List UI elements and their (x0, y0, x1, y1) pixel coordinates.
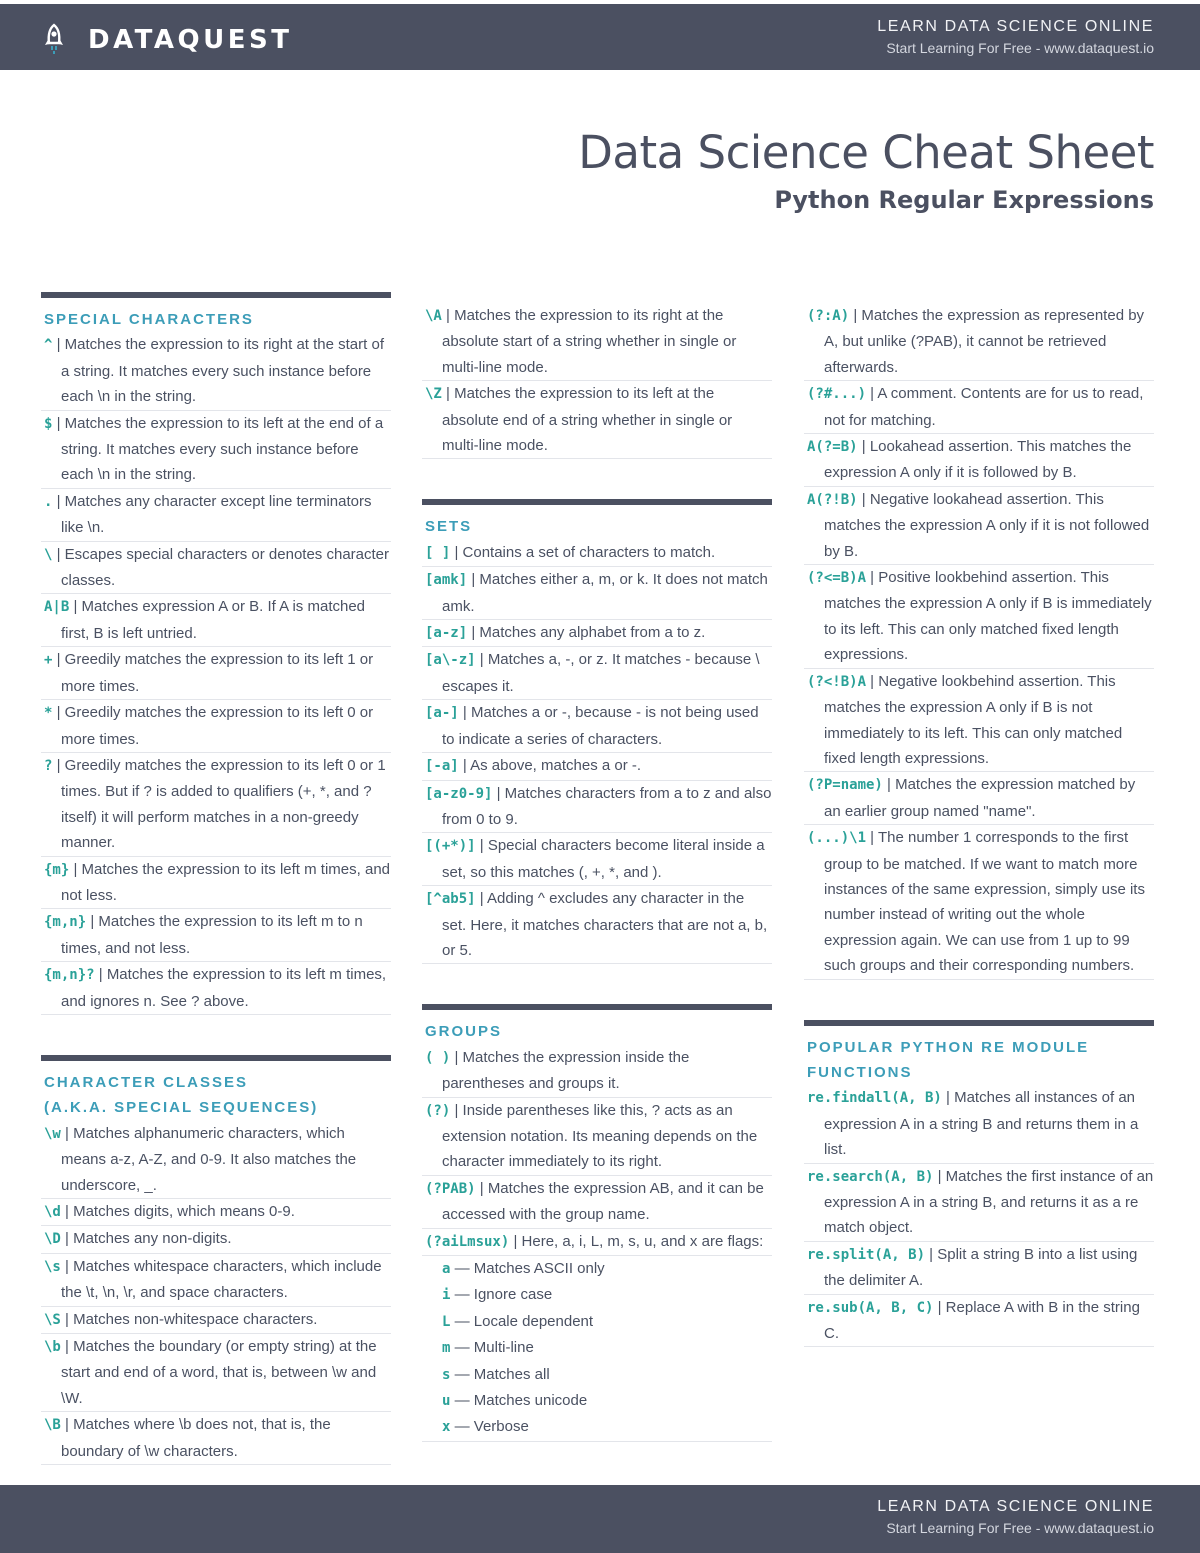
section-character-classes (41, 1055, 391, 1465)
cheat-entry: * | Greedily matches the expression to its left 0 or more times. (41, 700, 391, 753)
cheat-entry: [amk] | Matches either a, m, or k. It does not match amk. (422, 567, 772, 620)
entry-list (422, 540, 772, 965)
entry-description: Greedily matches the expression to its left 1 or more times. (61, 651, 374, 695)
cheat-entry: re.sub(A, B, C) | Replace A with B in the string C. (804, 1295, 1154, 1348)
footer-tagline[interactable] (877, 1498, 1154, 1536)
entry-description: Here, a, i, L, m, s, u, and x are flags: (521, 1232, 764, 1250)
entry-description: Matches the expression to its left at the end of a string. It matches every such instance before each \n in the string. (61, 414, 384, 484)
entry-description: Matches expression A or B. If A is matched first, B is left untried. (61, 598, 366, 642)
entry-token: \D (44, 1231, 61, 1248)
cheat-entry: A(?!B) | Negative lookahead assertion. This matches the expression A only if it is not followed by B. (804, 487, 1154, 565)
entry-token: \ (44, 546, 53, 563)
cheat-entry: (?aiLmsux) | Here, a, i, L, m, s, u, and x are flags: (422, 1229, 772, 1256)
section-title: POPULAR PYTHON RE MODULE (807, 1038, 1090, 1056)
entry-token: (?<!B)A (807, 673, 867, 690)
entry-description: Matches the expression to its right at the absolute start of a string whether in single or multi-line mode. (442, 307, 737, 376)
entry-description: As above, matches a or -. (470, 757, 642, 775)
entry-token: [a-z0-9] (425, 785, 493, 802)
entry-token: \w (44, 1125, 61, 1142)
entry-description: Matches the expression AB, and it can be accessed with the group name. (442, 1179, 764, 1224)
cheat-entry: (?:A) | Matches the expression as represented by A, but unlike (?PAB), it cannot be retrieved afterwards. (804, 303, 1154, 381)
entry-token: [a-z] (425, 625, 468, 642)
section-sets (422, 499, 772, 964)
entry-token: \d (44, 1204, 61, 1220)
flag-item: L — Locale dependent (442, 1312, 594, 1330)
entry-description: Matches any alphabet from a to z. (479, 624, 706, 642)
cheat-entry: \Z | Matches the expression to its left at the absolute end of a string whether in single or multi-line mode. (422, 381, 772, 459)
entry-description: Negative lookahead assertion. This matches the expression A only if it is not followed by B. (824, 490, 1150, 560)
cheat-entry: \b | Matches the boundary (or empty string) at the start and end of a word, that is, between \w and \W. (41, 1334, 391, 1412)
flag-description: Matches ASCII only (473, 1260, 605, 1277)
cheat-entry: [a-z0-9] | Matches characters from a to z and also from 0 to 9. (422, 781, 772, 834)
entry-token: * (44, 705, 53, 722)
flag-key: u (442, 1393, 451, 1410)
flag-item: x — Verbose (422, 1414, 772, 1441)
flag-description: Matches unicode (473, 1392, 588, 1410)
entry-list (41, 332, 391, 1015)
cheat-entry: (?<=B)A | Positive lookbehind assertion. This matches the expression A only if B is immediately to its left. This can only matched fixed length expressions. (804, 565, 1154, 669)
entry-token: {m} (44, 861, 70, 878)
entry-list (41, 1121, 391, 1465)
cheat-entry: ? | Greedily matches the expression to its left 0 or 1 times. But if ? is added to qualifiers (+, *, and ? itself) it will perform matches in a non-greedy manner. (41, 753, 391, 857)
entry-token: . (44, 493, 53, 510)
entry-description: Matches the expression inside the parentheses and groups it. (442, 1048, 690, 1093)
entry-token: (?:A) (807, 308, 850, 324)
entry-token: [a-] (425, 705, 459, 722)
entry-token: (?#...) (807, 386, 867, 403)
entry-token: ? (44, 757, 53, 774)
entry-description: Matches the expression as represented by A, but unlike (?PAB), it cannot be retrieved afterwards. (824, 307, 1145, 376)
cheat-entry: [(+*)] | Special characters become literal inside a set, so this matches (, +, *, and ). (422, 833, 772, 886)
flag-item: s — Matches all (442, 1365, 550, 1383)
entry-description: Matches digits, which means 0-9. (73, 1203, 295, 1220)
entry-token: \b (44, 1339, 61, 1356)
cheat-entry: {m,n}? | Matches the expression to its left m times, and ignores n. See ? above. (41, 962, 391, 1015)
footer-tagline-title: LEARN DATA SCIENCE ONLINE (877, 1498, 1154, 1515)
entry-description: Matches non-whitespace characters. (73, 1310, 318, 1328)
entry-token: [^ab5] (425, 891, 476, 908)
entry-list (804, 1085, 1154, 1347)
column-3 (804, 303, 1154, 1347)
entry-description: Matches characters from a to z and also from 0 to 9. (442, 784, 772, 828)
header-tagline-title: LEARN DATA SCIENCE ONLINE (877, 18, 1154, 35)
entry-token: [ ] (425, 544, 451, 561)
entry-description: Matches the boundary (or empty string) at the start and end of a word, that is, between \w and \W. (61, 1338, 377, 1407)
entry-token: (?<=B)A (807, 570, 867, 587)
rocket-icon (42, 23, 66, 57)
flag-key: a (442, 1261, 451, 1277)
page-title: Data Science Cheat Sheet (578, 126, 1154, 179)
entry-description: Matches all instances of an expression A in a string B and returns them in a list. (824, 1089, 1139, 1159)
cheat-entry: \A | Matches the expression to its right at the absolute start of a string whether in single or multi-line mode. (422, 303, 772, 381)
flag-item: u — Matches unicode (442, 1392, 588, 1410)
cheat-entry: [ ] | Contains a set of characters to match. (422, 540, 772, 567)
cheat-entry: \s | Matches whitespace characters, which include the \t, \n, \r, and space characters. (41, 1254, 391, 1307)
cheat-entry: (?PAB) | Matches the expression AB, and it can be accessed with the group name. (422, 1176, 772, 1229)
cheat-entry: \B | Matches where \b does not, that is, the boundary of \w characters. (41, 1412, 391, 1465)
header-band (0, 4, 1200, 70)
entry-token: ( ) (425, 1049, 451, 1066)
section-title: CHARACTER CLASSES (44, 1073, 249, 1091)
entry-description: Greedily matches the expression to its left 0 or 1 times. But if ? is added to qualifiers (+, *, and ? itself) it will perform matches in a non-greedy manner. (61, 756, 386, 852)
entry-description: Matches alphanumeric characters, which means a-z, A-Z, and 0-9. It also matches the underscore, _. (61, 1124, 357, 1194)
entry-token: (...)\1 (807, 830, 867, 847)
entry-description: Matches the expression to its left m times, and not less. (61, 860, 390, 904)
entry-token: re.split(A, B) (807, 1246, 926, 1263)
entry-description: Special characters become literal inside a set, so this matches (, +, *, and ). (442, 837, 765, 881)
entry-description: Matches where \b does not, that is, the boundary of \w characters. (61, 1416, 331, 1460)
entry-token: \S (44, 1311, 61, 1328)
cheat-entry: \ | Escapes special characters or denotes character classes. (41, 542, 391, 595)
entry-token: + (44, 652, 53, 669)
cheat-entry: re.search(A, B) | Matches the first instance of an expression A in a string B, and returns it as a re match object. (804, 1164, 1154, 1242)
column-1 (41, 292, 391, 1465)
entry-token: A(?!B) (807, 491, 858, 508)
footer-tagline-link[interactable]: Start Learning For Free - www.dataquest.io (886, 1520, 1154, 1536)
flag-item: i — Ignore case (442, 1286, 553, 1304)
section-title: SETS (425, 518, 473, 536)
cheat-entry: \S | Matches non-whitespace characters. (41, 1307, 391, 1334)
entry-description: Replace A with B in the string C. (824, 1298, 1140, 1343)
entry-token: (?aiLmsux) (425, 1233, 510, 1250)
entry-description: Adding ^ excludes any character in the set. Here, it matches characters that are not a, b, or 5. (442, 890, 768, 959)
flag-item: a — Matches ASCII only (442, 1260, 605, 1277)
entry-description: Matches any character except line terminators like \n. (61, 492, 372, 537)
entry-token: (?) (425, 1102, 451, 1119)
entry-token: (?P=name) (807, 777, 883, 794)
entry-description: Matches the expression to its right at the start of a string. It matches every such instance before each \n in the string. (61, 336, 384, 406)
entry-description: Split a string B into a list using the delimiter A. (824, 1245, 1138, 1290)
cheat-entry: [a\-z] | Matches a, -, or z. It matches - because \ escapes it. (422, 647, 772, 700)
section-re-functions (804, 1020, 1154, 1348)
cheat-entry: [a-z] | Matches any alphabet from a to z. (422, 620, 772, 647)
entry-description: Matches the expression to its left m to n times, and not less. (61, 913, 363, 957)
flag-key: x (442, 1419, 451, 1436)
entry-description: Greedily matches the expression to its left 0 or more times. (61, 704, 374, 748)
entry-description: The number 1 corresponds to the first group to be matched. If we want to match more instances of the same expression, simply use its number instead of writing out the whole expression again. We can use from 1 up to 99 such groups and their corresponding numbers. (824, 829, 1145, 975)
entry-token: \B (44, 1417, 61, 1434)
flag-key: s (442, 1366, 451, 1383)
cheat-entry: \w | Matches alphanumeric characters, which means a-z, A-Z, and 0-9. It also matches the underscore, _. (41, 1121, 391, 1199)
entry-description: Matches the expression to its left m times, and ignores n. See ? above. (61, 966, 387, 1010)
flag-description: Locale dependent (473, 1312, 594, 1330)
footer-band (0, 1485, 1200, 1553)
cheat-entry: (?P=name) | Matches the expression matched by an earlier group named "name". (804, 772, 1154, 825)
section-groups (422, 1004, 772, 1442)
section-title-continued: FUNCTIONS (807, 1063, 913, 1081)
cheat-entry: + | Greedily matches the expression to its left 1 or more times. (41, 647, 391, 700)
section-title: GROUPS (425, 1023, 503, 1041)
entry-token: A|B (44, 599, 70, 616)
cheat-entry: A|B | Matches expression A or B. If A is matched first, B is left untried. (41, 594, 391, 647)
entry-token: (?PAB) (425, 1180, 476, 1197)
entry-description: Escapes special characters or denotes character classes. (61, 545, 390, 590)
flag-description: Matches all (473, 1365, 550, 1383)
entry-description: Matches any non-digits. (73, 1230, 232, 1248)
entry-token: \s (44, 1258, 61, 1275)
brand-name: DATAQUEST (88, 25, 293, 55)
header-tagline[interactable] (877, 18, 1154, 56)
entry-token: [a\-z] (425, 652, 476, 669)
cheat-entry: (?#...) | A comment. Contents are for us to read, not for matching. (804, 381, 1154, 434)
entry-token: \A (425, 308, 442, 324)
column-2 (422, 303, 772, 1442)
flag-key: L (442, 1313, 451, 1330)
entry-description: Inside parentheses like this, ? acts as an extension notation. Its meaning depends on the character immediately to its right. (442, 1101, 758, 1171)
cheat-entry: [-a] | As above, matches a or -. (422, 753, 772, 780)
entry-token: re.search(A, B) (807, 1168, 934, 1185)
entry-token: $ (44, 415, 53, 432)
entry-token: \Z (425, 386, 442, 403)
flag-item: m — Multi-line (442, 1339, 534, 1357)
entry-token: {m,n} (44, 914, 87, 931)
section-special-characters (41, 292, 391, 1015)
header-tagline-link[interactable]: Start Learning For Free - www.dataquest.io (886, 40, 1154, 56)
entry-token: A(?=B) (807, 439, 858, 456)
entry-description: Matches the expression to its left at the absolute end of a string whether in single or multi-line mode. (442, 385, 733, 455)
flag-key: m (442, 1340, 451, 1357)
entry-description: Positive lookbehind assertion. This matches the expression A only if B is immediately to its left. This can only matched fixed length expressions. (824, 569, 1152, 664)
entry-token: re.findall(A, B) (807, 1090, 942, 1107)
entry-token: ^ (44, 337, 53, 354)
entry-description: Contains a set of characters to match. (462, 543, 716, 561)
cheat-entry: ^ | Matches the expression to its right at the start of a string. It matches every such instance before each \n in the string. (41, 332, 391, 410)
cheat-entry: [^ab5] | Adding ^ excludes any character in the set. Here, it matches characters that are not a, b, or 5. (422, 886, 772, 964)
brand[interactable] (42, 23, 292, 57)
entry-description: Matches whitespace characters, which include the \t, \n, \r, and space characters. (61, 1257, 382, 1302)
entry-description: Matches a, -, or z. It matches - because \ escapes it. (442, 651, 760, 695)
cheat-entry: (...)\1 | The number 1 corresponds to the first group to be matched. If we want to match more instances of the same expression, simply use its number instead of writing out the whole expression again. We can use from 1 up to 99 such groups and their corresponding numbers. (804, 825, 1154, 979)
cheat-entry: \D | Matches any non-digits. (41, 1226, 391, 1253)
cheat-entry: re.split(A, B) | Split a string B into a list using the delimiter A. (804, 1242, 1154, 1295)
entry-token: [(+*)] (425, 838, 476, 855)
cheat-entry: {m,n} | Matches the expression to its left m to n times, and not less. (41, 909, 391, 962)
cheat-entry: \d | Matches digits, which means 0-9. (41, 1199, 391, 1226)
entry-description: A comment. Contents are for us to read, not for matching. (824, 385, 1144, 429)
entry-list-anchors (422, 303, 772, 459)
entry-token: {m,n}? (44, 967, 95, 984)
cheat-entry: (?<!B)A | Negative lookbehind assertion. This matches the expression A only if B is not immediately to its left. This can only matched fixed length expressions. (804, 669, 1154, 773)
flag-description: Ignore case (473, 1286, 553, 1304)
section-title-continued: (A.K.A. SPECIAL SEQUENCES) (44, 1099, 319, 1117)
cheat-entry: [a-] | Matches a or -, because - is not being used to indicate a series of characters. (422, 700, 772, 753)
entry-description: Matches either a, m, or k. It does not match amk. (442, 571, 768, 615)
flag-list (422, 1256, 772, 1442)
entry-list-groups-continued (804, 303, 1154, 980)
entry-description: Negative lookbehind assertion. This matches the expression A only if B is not immediately to its left. This can only matched fixed length expressions. (824, 672, 1123, 767)
entry-description: Matches a or -, because - is not being used to indicate a series of characters. (442, 704, 759, 748)
cheat-entry: {m} | Matches the expression to its left m times, and not less. (41, 857, 391, 910)
entry-description: Matches the first instance of an expression A in a string B, and returns it as a re match object. (824, 1167, 1154, 1237)
cheat-entry: (?) | Inside parentheses like this, ? acts as an extension notation. Its meaning depends on the character immediately to its right. (422, 1098, 772, 1176)
flag-key: i (442, 1287, 451, 1304)
entry-token: [amk] (425, 572, 468, 589)
cheat-entry: A(?=B) | Lookahead assertion. This matches the expression A only if it is followed by B. (804, 434, 1154, 487)
cheat-entry: $ | Matches the expression to its left at the end of a string. It matches every such instance before each \n in the string. (41, 411, 391, 489)
entry-list (422, 1045, 772, 1256)
entry-description: Matches the expression matched by an earlier group named "name". (824, 776, 1136, 820)
entry-token: re.sub(A, B, C) (807, 1299, 934, 1316)
entry-description: Lookahead assertion. This matches the expression A only if it is followed by B. (824, 438, 1132, 482)
cheat-entry: ( ) | Matches the expression inside the parentheses and groups it. (422, 1045, 772, 1098)
entry-token: [-a] (425, 758, 459, 775)
section-title: SPECIAL CHARACTERS (44, 311, 254, 328)
page-subtitle: Python Regular Expressions (774, 186, 1154, 214)
flag-description: Multi-line (473, 1339, 534, 1357)
flag-description: Verbose (473, 1418, 529, 1436)
cheat-entry: . | Matches any character except line terminators like \n. (41, 489, 391, 542)
cheat-entry: re.findall(A, B) | Matches all instances of an expression A in a string B and returns them in a list. (804, 1085, 1154, 1163)
